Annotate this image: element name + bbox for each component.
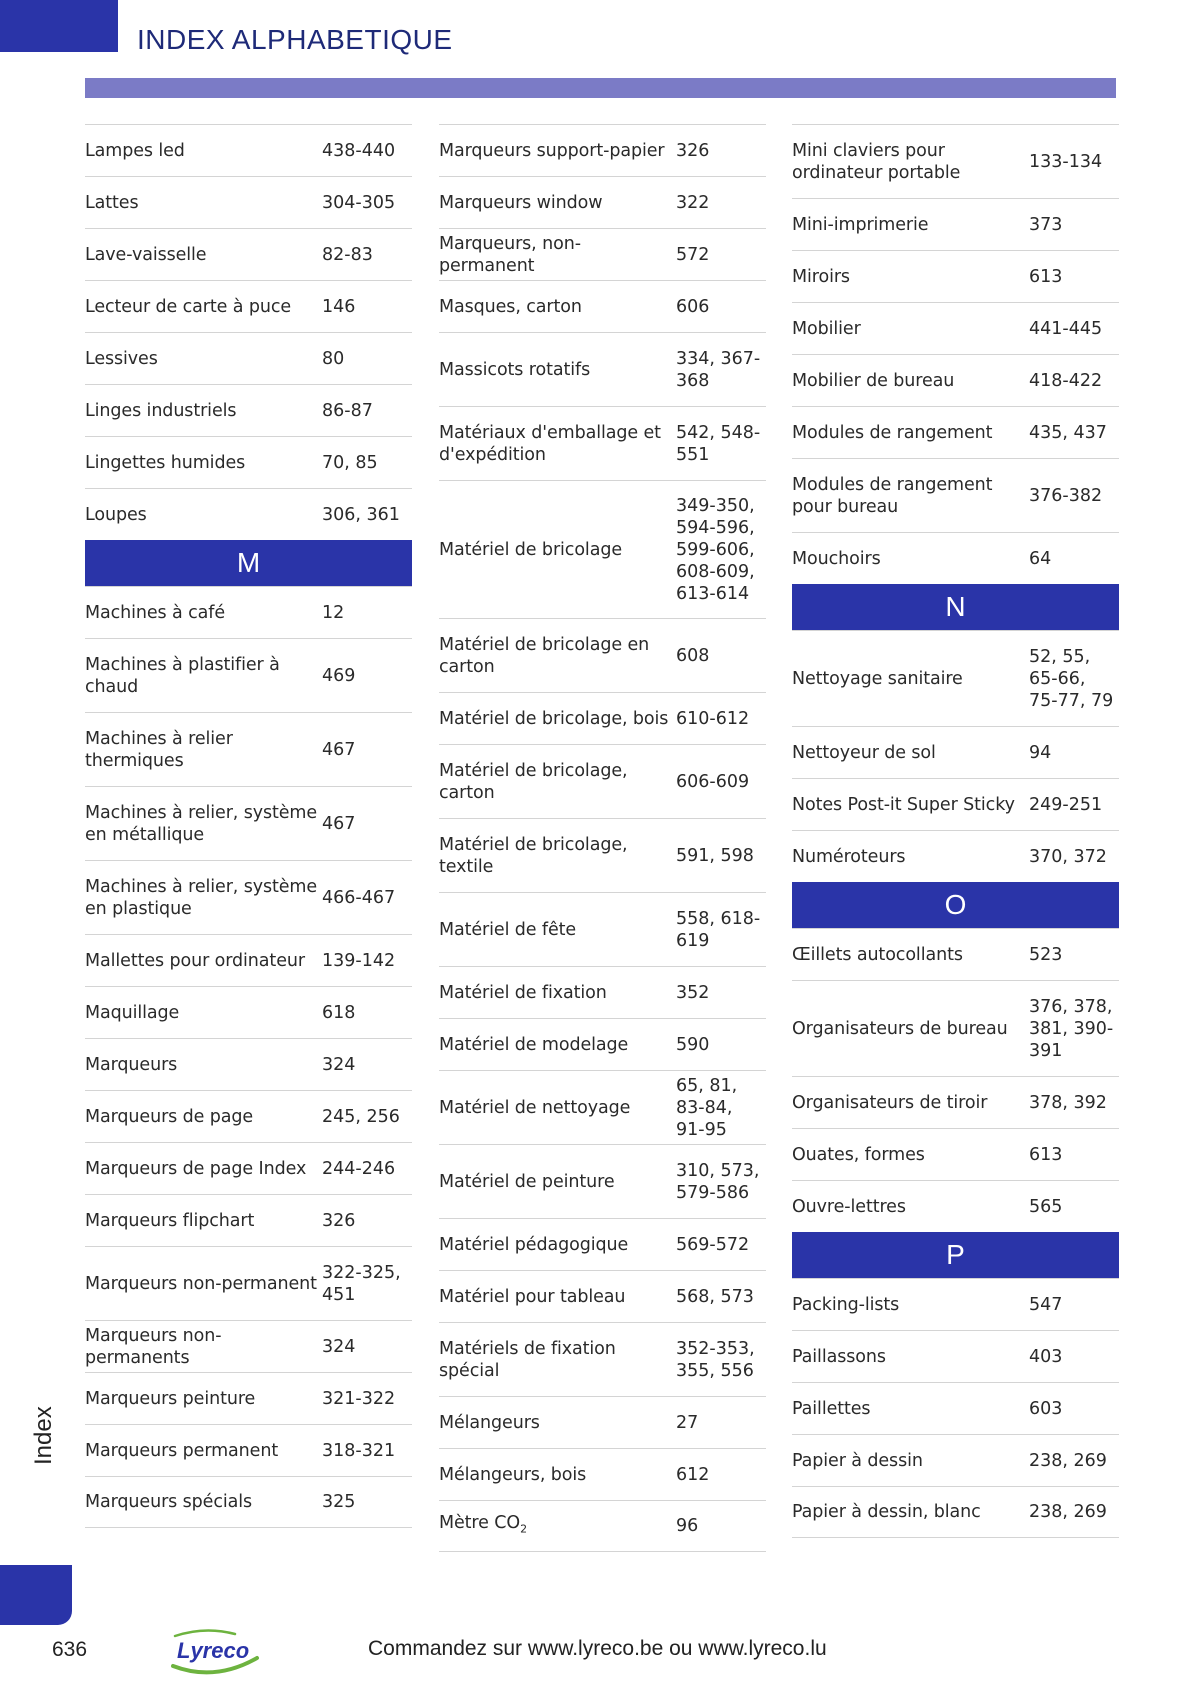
entry-name: Matériel pour tableau — [439, 1286, 626, 1307]
index-entry — [85, 228, 412, 280]
entry-pages: 376-382 — [1029, 485, 1103, 506]
entry-name: Lattes — [85, 192, 139, 213]
entry-pages: 326 — [676, 140, 710, 161]
index-entry — [792, 406, 1119, 458]
entry-name: Loupes — [85, 504, 147, 525]
entry-name: Marqueurs spécials — [85, 1492, 253, 1512]
entry-name: Mobilier de bureau — [792, 370, 955, 391]
index-entry — [792, 1076, 1119, 1128]
entry-name: Marqueurs peinture — [85, 1388, 256, 1409]
entry-pages: 469 — [322, 665, 356, 686]
entry-pages: 606-609 — [676, 771, 750, 792]
footer-order-text: Commandez sur www.lyreco.be ou www.lyreco.lu — [368, 1637, 827, 1660]
index-entry — [85, 986, 412, 1038]
index-entry — [439, 1144, 766, 1218]
section-header-p: P — [792, 1232, 1119, 1278]
entry-pages: 352 — [676, 982, 710, 1003]
section-header-n: N — [792, 584, 1119, 630]
entry-name-subscript: 2 — [520, 1522, 527, 1536]
entry-pages: 603 — [1029, 1398, 1063, 1419]
entry-name: Paillassons — [792, 1346, 886, 1367]
entry-name: Marqueurs window — [439, 192, 603, 213]
entry-name: Mobilier — [792, 318, 861, 339]
entry-pages: 618 — [322, 1002, 356, 1023]
index-entry — [792, 1382, 1119, 1434]
entry-pages: 52, 55, 65-66, 75-77, 79 — [1029, 646, 1114, 711]
index-entry — [439, 1322, 766, 1396]
entry-name: Organisateurs de bureau — [792, 1018, 1008, 1039]
entry-pages: 70, 85 — [322, 452, 378, 473]
entry-pages: 608 — [676, 645, 710, 666]
corner-block — [0, 0, 118, 52]
entry-pages: 591, 598 — [676, 845, 754, 866]
entry-pages: 82-83 — [322, 244, 373, 265]
index-entry — [792, 928, 1119, 980]
entry-pages: 376, 378, 381, 390-391 — [1029, 996, 1114, 1061]
index-entry — [439, 1218, 766, 1270]
index-entry — [439, 1500, 766, 1552]
index-entry — [85, 860, 412, 934]
entry-name: Machines à plastifier à chaud — [85, 654, 280, 697]
entry-pages: 146 — [322, 296, 356, 317]
index-column-3 — [792, 124, 1119, 1538]
index-entry — [439, 124, 766, 176]
entry-name: Matériel pédagogique — [439, 1234, 629, 1255]
index-entry — [439, 1070, 766, 1144]
entry-pages: 306, 361 — [322, 504, 400, 525]
index-entry — [85, 1246, 412, 1320]
index-entry — [439, 1018, 766, 1070]
entry-name: Matériel de bricolage en carton — [439, 634, 650, 677]
entry-pages: 64 — [1029, 548, 1052, 569]
entry-pages: 523 — [1029, 944, 1063, 965]
index-entry — [85, 1372, 412, 1424]
logo-wordmark: Lyreco — [177, 1638, 250, 1663]
entry-name: Matériel de modelage — [439, 1034, 629, 1055]
entry-name: Numéroteurs — [792, 846, 906, 867]
entry-pages: 606 — [676, 296, 710, 317]
entry-name: Machines à relier, système en plastique — [85, 876, 318, 919]
entry-pages: 244-246 — [322, 1158, 396, 1179]
entry-pages: 249-251 — [1029, 794, 1103, 815]
entry-name: Marqueurs de page Index — [85, 1158, 307, 1179]
entry-name: Mélangeurs, bois — [439, 1464, 587, 1485]
index-entry — [85, 1320, 412, 1372]
index-entry — [439, 228, 766, 280]
entry-name: Notes Post-it Super Sticky — [792, 794, 1015, 815]
entry-name: Mallettes pour ordinateur — [85, 950, 305, 971]
index-entry — [792, 778, 1119, 830]
entry-pages: 304-305 — [322, 192, 396, 213]
index-entry — [792, 124, 1119, 198]
entry-name: Papier à dessin, blanc — [792, 1502, 981, 1522]
index-entry — [85, 124, 412, 176]
entry-pages: 325 — [322, 1492, 356, 1512]
index-entry — [792, 726, 1119, 778]
entry-name: Masques, carton — [439, 296, 582, 317]
entry-name: Marqueurs support-papier — [439, 140, 665, 161]
index-entry — [85, 1476, 412, 1528]
entry-name: Modules de rangement — [792, 422, 993, 443]
index-entry — [792, 532, 1119, 584]
entry-name: Marqueurs de page — [85, 1106, 254, 1127]
entry-name: Lecteur de carte à puce — [85, 296, 292, 317]
entry-name: Marqueurs non-permanents — [85, 1325, 222, 1368]
entry-pages: 322 — [676, 192, 710, 213]
entry-pages: 324 — [322, 1336, 356, 1357]
index-entry — [85, 176, 412, 228]
entry-pages: 610-612 — [676, 708, 750, 729]
index-entry — [439, 892, 766, 966]
index-entry — [85, 638, 412, 712]
index-entry — [792, 980, 1119, 1076]
index-entry — [85, 786, 412, 860]
entry-name: Matériel de fixation — [439, 982, 607, 1003]
entry-pages: 438-440 — [322, 140, 396, 161]
entry-name: Mini claviers pour ordinateur portable — [792, 140, 961, 183]
index-entry — [792, 1278, 1119, 1330]
entry-pages: 558, 618-619 — [676, 908, 761, 951]
entry-pages: 613 — [1029, 1144, 1063, 1165]
entry-name: Matériaux d'emballage et d'expédition — [439, 422, 661, 465]
entry-pages: 418-422 — [1029, 370, 1103, 391]
index-column-1 — [85, 124, 412, 1528]
entry-name: Matériel de peinture — [439, 1171, 615, 1192]
entry-name: Marqueurs flipchart — [85, 1210, 255, 1231]
lyreco-logo — [165, 1628, 265, 1676]
index-entry — [85, 1090, 412, 1142]
entry-pages: 86-87 — [322, 400, 373, 421]
entry-name-text: Mètre CO — [439, 1512, 521, 1533]
entry-pages: 133-134 — [1029, 151, 1103, 172]
entry-pages: 441-445 — [1029, 318, 1103, 339]
entry-pages: 96 — [676, 1516, 699, 1536]
entry-pages: 27 — [676, 1412, 699, 1433]
index-entry — [439, 176, 766, 228]
entry-name: Mélangeurs — [439, 1412, 540, 1433]
index-entry — [439, 1448, 766, 1500]
entry-name: Œillets autocollants — [792, 944, 963, 965]
entry-name: Papier à dessin — [792, 1450, 923, 1471]
index-entry — [792, 1434, 1119, 1486]
index-entry — [792, 1486, 1119, 1538]
index-entry — [85, 332, 412, 384]
index-column-2 — [439, 124, 766, 1552]
entry-pages: 378, 392 — [1029, 1092, 1107, 1113]
entry-pages: 542, 548-551 — [676, 422, 761, 465]
entry-name: Ouates, formes — [792, 1144, 925, 1165]
entry-pages: 318-321 — [322, 1440, 396, 1461]
index-entry — [439, 280, 766, 332]
entry-pages: 12 — [322, 602, 345, 623]
section-header-o: O — [792, 882, 1119, 928]
entry-pages: 467 — [322, 813, 356, 834]
header-bar — [85, 78, 1116, 98]
index-entry — [439, 966, 766, 1018]
index-entry — [439, 480, 766, 618]
index-entry — [792, 198, 1119, 250]
entry-pages: 352-353, 355, 556 — [676, 1338, 755, 1381]
entry-name: Marqueurs non-permanent — [85, 1273, 317, 1294]
logo-swoosh-top — [175, 1630, 235, 1636]
index-entry — [85, 384, 412, 436]
index-entry — [85, 1142, 412, 1194]
entry-name: Nettoyage sanitaire — [792, 668, 963, 689]
entry-name: Paillettes — [792, 1398, 871, 1419]
index-entry — [85, 1194, 412, 1246]
entry-name: Miroirs — [792, 266, 850, 287]
entry-name: Matériel de bricolage, textile — [439, 834, 628, 877]
entry-pages: 568, 573 — [676, 1286, 754, 1307]
index-entry — [85, 436, 412, 488]
entry-pages: 403 — [1029, 1346, 1063, 1367]
entry-name: Nettoyeur de sol — [792, 742, 936, 763]
entry-pages: 370, 372 — [1029, 846, 1107, 867]
entry-name: Mouchoirs — [792, 548, 881, 569]
entry-pages: 569-572 — [676, 1234, 750, 1255]
entry-name: Marqueurs, non-permanent — [439, 233, 581, 276]
entry-pages: 435, 437 — [1029, 422, 1107, 443]
entry-pages: 238, 269 — [1029, 1450, 1107, 1471]
entry-name: Machines à café — [85, 602, 225, 623]
entry-name: Matériel de fête — [439, 919, 577, 940]
index-entry — [792, 354, 1119, 406]
section-header-m: M — [85, 540, 412, 586]
index-entry — [439, 406, 766, 480]
entry-name: Machines à relier thermiques — [85, 728, 233, 771]
index-entry — [85, 586, 412, 638]
entry-pages: 613 — [1029, 266, 1063, 287]
entry-pages: 326 — [322, 1210, 356, 1231]
entry-pages: 349-350, 594-596, 599-606, 608-609, 613-614 — [676, 495, 755, 604]
entry-name: Packing-lists — [792, 1294, 900, 1315]
entry-pages: 334, 367-368 — [676, 348, 761, 391]
entry-name: Marqueurs permanent — [85, 1440, 279, 1461]
entry-name: Modules de rangement pour bureau — [792, 474, 993, 517]
entry-name: Organisateurs de tiroir — [792, 1092, 988, 1113]
index-entry — [792, 830, 1119, 882]
index-entry — [792, 1128, 1119, 1180]
entry-name: Matériel de nettoyage — [439, 1097, 631, 1118]
index-entry — [792, 630, 1119, 726]
entry-name: Marqueurs — [85, 1054, 178, 1075]
entry-name: Massicots rotatifs — [439, 359, 591, 380]
entry-pages: 94 — [1029, 742, 1052, 763]
entry-pages: 572 — [676, 244, 710, 265]
index-entry — [439, 618, 766, 692]
entry-pages: 238, 269 — [1029, 1502, 1107, 1522]
index-entry — [792, 458, 1119, 532]
entry-name: Matériels de fixation spécial — [439, 1338, 616, 1381]
entry-name: Machines à relier, système en métallique — [85, 802, 318, 845]
entry-pages: 565 — [1029, 1196, 1063, 1217]
index-entry — [85, 1424, 412, 1476]
entry-pages: 467 — [322, 739, 356, 760]
index-entry — [439, 1396, 766, 1448]
side-index-label: Index — [30, 1406, 57, 1465]
index-entry — [85, 488, 412, 540]
index-entry — [85, 280, 412, 332]
entry-pages: 245, 256 — [322, 1106, 400, 1127]
entry-pages: 310, 573, 579-586 — [676, 1160, 760, 1203]
index-entry — [439, 744, 766, 818]
entry-pages: 321-322 — [322, 1388, 396, 1409]
entry-name: Lessives — [85, 348, 158, 369]
entry-name: Matériel de bricolage — [439, 539, 622, 560]
index-entry — [439, 818, 766, 892]
entry-name: Matériel de bricolage, bois — [439, 708, 669, 729]
index-entry — [792, 302, 1119, 354]
entry-pages: 322-325, 451 — [322, 1262, 401, 1305]
index-entry — [85, 1038, 412, 1090]
entry-name: Maquillage — [85, 1002, 180, 1023]
entry-name: Matériel de bricolage, carton — [439, 760, 628, 803]
side-block — [0, 1565, 72, 1625]
entry-pages: 139-142 — [322, 950, 396, 971]
index-entry — [439, 692, 766, 744]
index-entry — [439, 1270, 766, 1322]
page-title: INDEX ALPHABETIQUE — [137, 24, 453, 55]
index-entry — [85, 934, 412, 986]
entry-pages: 466-467 — [322, 887, 396, 908]
index-entry — [792, 1330, 1119, 1382]
entry-pages: 80 — [322, 348, 345, 369]
entry-pages: 65, 81, 83-84, 91-95 — [676, 1075, 738, 1140]
index-entry — [792, 1180, 1119, 1232]
index-entry — [85, 712, 412, 786]
entry-pages: 612 — [676, 1464, 710, 1485]
entry-name: Lingettes humides — [85, 452, 246, 473]
page-number: 636 — [52, 1638, 88, 1661]
entry-name: Ouvre-lettres — [792, 1196, 906, 1217]
entry-name: Lampes led — [85, 140, 185, 161]
entry-pages: 547 — [1029, 1294, 1063, 1315]
entry-name: Mini-imprimerie — [792, 214, 929, 235]
entry-pages: 590 — [676, 1034, 710, 1055]
index-entry — [439, 332, 766, 406]
entry-pages: 324 — [322, 1054, 356, 1075]
entry-pages: 373 — [1029, 214, 1063, 235]
index-entry — [792, 250, 1119, 302]
entry-name: Lave-vaisselle — [85, 244, 207, 265]
entry-name — [439, 1512, 676, 1541]
entry-name: Linges industriels — [85, 400, 237, 421]
